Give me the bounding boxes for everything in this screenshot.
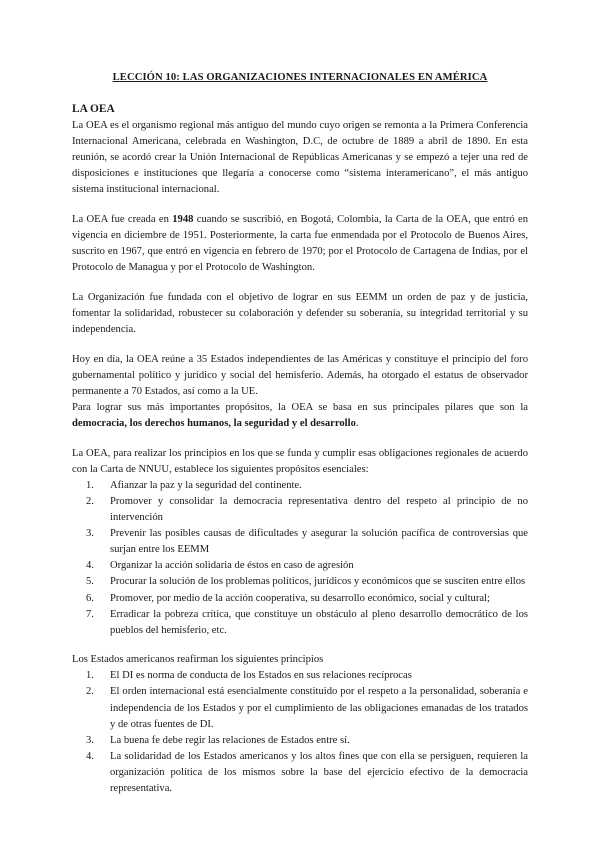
paragraph-purposes-intro: La OEA, para realizar los principios en los que se funda y cumplir esas obligaciones regionales de acuerdo con la Carta de NNUU, establece los siguientes propósitos esenciales: bbox=[72, 447, 528, 475]
paragraph-principles-intro: Los Estados americanos reafirman los siguientes principios bbox=[72, 654, 324, 666]
list-item: 3. La buena fe debe regir las relaciones de Estados entre sí. bbox=[86, 734, 350, 746]
purposes-list bbox=[72, 478, 528, 639]
paragraph-creation: La OEA fue creada en 1948 cuando se suscribió, en Bogotá, Colombia, la Carta de la OEA, que entró en vigencia en diciembre de 1951. Posteriormente, la carta fue enmendada por el Protocolo de Buenos Aires, suscrito en 1967, que entró en vigencia en febrero de 1970; por el Protocolo de Cartagena de Indias, por el Protocolo de Managua y por el Protocolo de Washington. bbox=[72, 214, 528, 274]
list-item: 5. Procurar la solución de los problemas políticos, jurídicos y económicos que se susciten entre ellos bbox=[86, 576, 526, 588]
document-page bbox=[72, 70, 528, 797]
list-item: 3. Prevenir las posibles causas de dificultades y asegurar la solución pacífica de controversias que surjan entre los EEMM bbox=[86, 528, 528, 556]
list-item: 7. Erradicar la pobreza crítica, que constituye un obstáculo al pleno desarrollo democrático de los pueblos del hemisferio, etc. bbox=[86, 608, 528, 636]
list-item: 2. El orden internacional está esencialmente constituido por el respeto a la personalidad, soberanía e independencia de los Estados y por el cumplimiento de las obligaciones emanadas de los tratados y de otras fuentes de DI. bbox=[86, 686, 528, 730]
bold-pillars: democracia, los derechos humanos, la seguridad y el desarrollo bbox=[72, 418, 356, 430]
paragraph-members: Hoy en día, la OEA reúne a 35 Estados independientes de las Américas y constituye el principio del foro gubernamental político y jurídico y social del hemisferio. Además, ha otorgado el estatus de observador permanente a 70 Estados, así como a la UE. bbox=[72, 353, 528, 397]
bold-year: 1948 bbox=[172, 214, 194, 226]
list-item: 4. Organizar la acción solidaria de éstos en caso de agresión bbox=[86, 560, 354, 572]
list-item: 6. Promover, por medio de la acción cooperativa, su desarrollo económico, social y cultural; bbox=[86, 592, 490, 604]
paragraph-pillars: Para lograr sus más importantes propósitos, la OEA se basa en sus principales pilares que son la democracia, los derechos humanos, la seguridad y el desarrollo. bbox=[72, 401, 528, 430]
section-heading: LA OEA bbox=[72, 103, 115, 116]
paragraph-objective: La Organización fue fundada con el objetivo de lograr en sus EEMM un orden de paz y de justicia, fomentar la solidaridad, robustecer su colaboración y defender su soberanía, su integridad territorial y su independencia. bbox=[72, 291, 528, 336]
paragraph-history: La OEA es el organismo regional más antiguo del mundo cuyo origen se remonta a la Primera Conferencia Internacional Americana, celebrada en Washington, D.C, de octubre de 1889 a abril de 1890. En esta reunión, se acordó crear la Unión Internacional de Repúblicas Americanas y se empezó a tejer una red de disposiciones e instituciones que llegaría a conocerse como “sistema interamericano”, el más antiguo sistema institucional internacional. bbox=[72, 120, 528, 196]
list-item: 1. El DI es norma de conducta de los Estados en sus relaciones recíprocas bbox=[86, 670, 412, 682]
list-item: 2. Promover y consolidar la democracia representativa dentro del respeto al principio de no intervención bbox=[86, 495, 528, 524]
page-title: LECCIÓN 10: LAS ORGANIZACIONES INTERNACIONALES EN AMÉRICA bbox=[112, 72, 488, 83]
principles-list bbox=[72, 668, 528, 797]
list-item: 1. Afianzar la paz y la seguridad del continente. bbox=[86, 479, 302, 491]
list-item: 4. La solidaridad de los Estados americanos y los altos fines que con ella se persiguen, requieren la organización política de los mismos sobre la base del ejercicio efectivo de la democracia representativa. bbox=[86, 750, 528, 795]
